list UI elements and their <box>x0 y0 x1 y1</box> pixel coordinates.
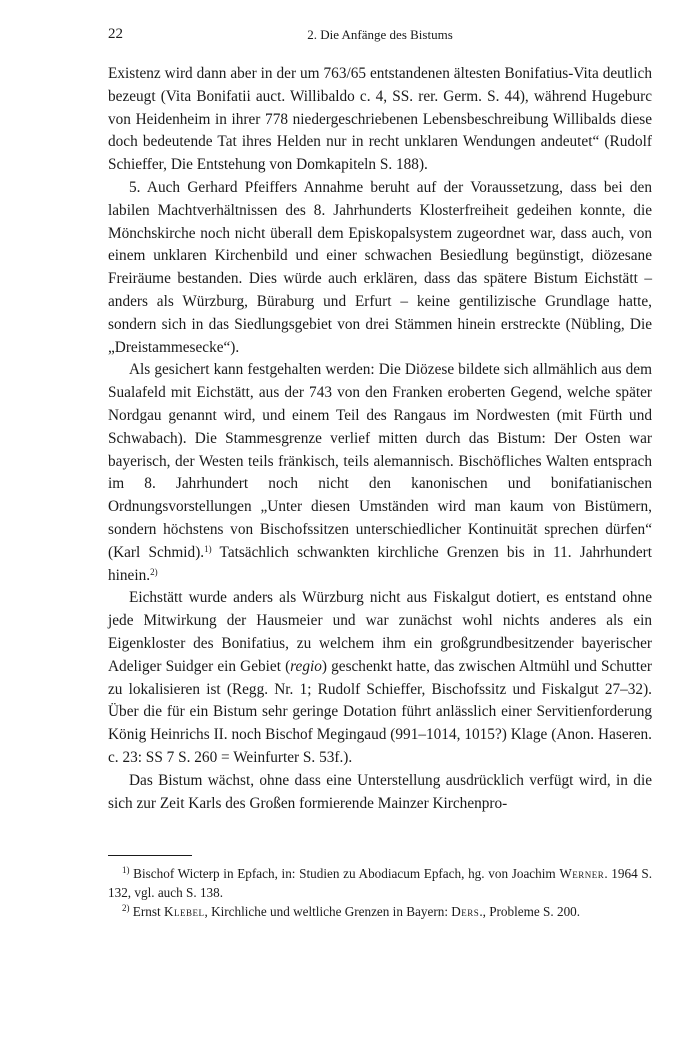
footnote-ref-1: 1) <box>204 543 212 554</box>
paragraph-1: Existenz wird dann aber in der um 763/65 entstandenen ältesten Bonifatius-Vita deutlich bezeugt (Vita Bonifatii auct. Willibaldo c. 4, SS. rer. Germ. S. 44), während Hugeburc von Heidenheim in ihrer 778 niedergeschriebenen Lebensbeschreibung Willibalds diese doch bedeutende Tat ihres Helden nur in recht unklaren Wendungen andeutet“ (Rudolf Schieffer, Die Entstehung von Domkapiteln S. 188). <box>108 65 652 174</box>
footnote-1-text-a: Bischof Wicterp in Epfach, in: Studien zu Abodiacum Epfach, hg. von Joachim <box>129 866 560 881</box>
footnote-1-mark: 1) <box>122 865 130 875</box>
footnote-1 <box>108 864 652 902</box>
footnote-divider <box>108 855 192 856</box>
running-title: 2. Die Anfänge des Bistums <box>307 27 453 42</box>
running-head <box>108 26 652 46</box>
paragraph-2: 5. Auch Gerhard Pfeiffers Annahme beruht auf der Voraussetzung, dass bei den labilen Machtverhältnissen des 8. Jahrhunderts Klosterfreiheit gedeihen konnte, die Mönchskirche noch nicht überall dem Episkopalsystem zugeordnet war, dass auch, von einem unklaren Kirchenbild und einer schwachen Besiedlung begünstigt, diözesane Freiräume bestanden. Dies würde auch erklären, dass das spätere Bistum Eichstätt – anders als Würzburg, Büraburg und Erfurt – keine gentilizische Grundlage hatte, sondern sich in das Siedlungsgebiet von drei Stämmen hinein erstreckte (Nübling, Die „Dreistammesecke“). <box>108 178 652 356</box>
paragraph-3-text: Als gesichert kann festgehalten werden: Die Diözese bildete sich allmählich aus dem Sualafeld mit Eichstätt, aus der 743 von den Franken eroberten Gegend, welche später Nordgau genannt wird, und einem Teil des Rangaus im Nordwesten (mit Fürth und Schwabach). Die Stammesgrenze verlief mitten durch das Bistum: Der Osten war bayerisch, der Westen teils fränkisch, teils alemannisch. Bischöfliches Walten entsprach im 8. Jahrhundert noch nicht den kanonischen und bonifatianischen Ordnungsvorstellungen „Unter diesen Umständen wird man kaum von Bistümern, sondern höchstens von Bischofssitzen unterschiedlicher Kontinuität sprechen dürfen“ (Karl Schmid). <box>108 361 652 561</box>
paragraph-4-regio: regio <box>290 657 322 675</box>
paragraph-4 <box>108 587 652 769</box>
page-number: 22 <box>108 26 123 42</box>
footnote-2-text-a: Ernst <box>129 904 164 919</box>
footnotes <box>108 864 652 921</box>
paragraph-3-tail: Tatsächlich schwankten kirchliche Grenzen bis in 11. Jahrhundert hinein. <box>108 543 652 584</box>
paragraph-4-text-b: ) geschenkt hatte, das zwischen Altmühl und Schutter zu lokalisieren ist (Regg. Nr. 1; Rudolf Schieffer, Bischofssitz und Fiskalgut 27–32). Über die für ein Bistum sehr geringe Dotation führt anlässlich einer Servitienforderung König Heinrichs II. noch Bischof Megingaud (991–1014, 1015?) Klage (Anon. Haseren. c. 23: SS 7 S. 260 = Weinfurter S. 53f.). <box>108 657 652 766</box>
footnote-1-author: Werner <box>559 866 605 881</box>
footnote-1-text-b: . 1964 S. 132, vgl. auch S. 138. <box>108 866 652 900</box>
footnote-2-text-b: , Kirchliche und weltliche Grenzen in Bayern: <box>204 904 452 919</box>
paragraph-3 <box>108 359 652 587</box>
footnote-2-mark: 2) <box>122 903 130 913</box>
footnote-2 <box>108 902 652 921</box>
footnote-2-text-c: ., Probleme S. 200. <box>479 904 581 919</box>
footnote-ref-2: 2) <box>150 566 158 577</box>
paragraph-4-text-a: Eichstätt wurde anders als Würzburg nicht aus Fiskalgut dotiert, es entstand ohne jede Mitwirkung der Hausmeier und war zunächst wohl nichts anderes als ein Eigenkloster des Bonifatius, zu welchem ihm ein großgrundbesitzender bayerischer Adeliger Suidger ein Gebiet ( <box>108 589 652 675</box>
body-text <box>108 63 652 815</box>
footnote-2-ders: Ders <box>451 904 480 919</box>
paragraph-5: Das Bistum wächst, ohne dass eine Unterstellung ausdrücklich verfügt wird, in die sich zur Zeit Karls des Großen formierende Mainzer Kirchenpro- <box>108 771 652 812</box>
footnote-2-author: Klebel <box>163 904 205 919</box>
